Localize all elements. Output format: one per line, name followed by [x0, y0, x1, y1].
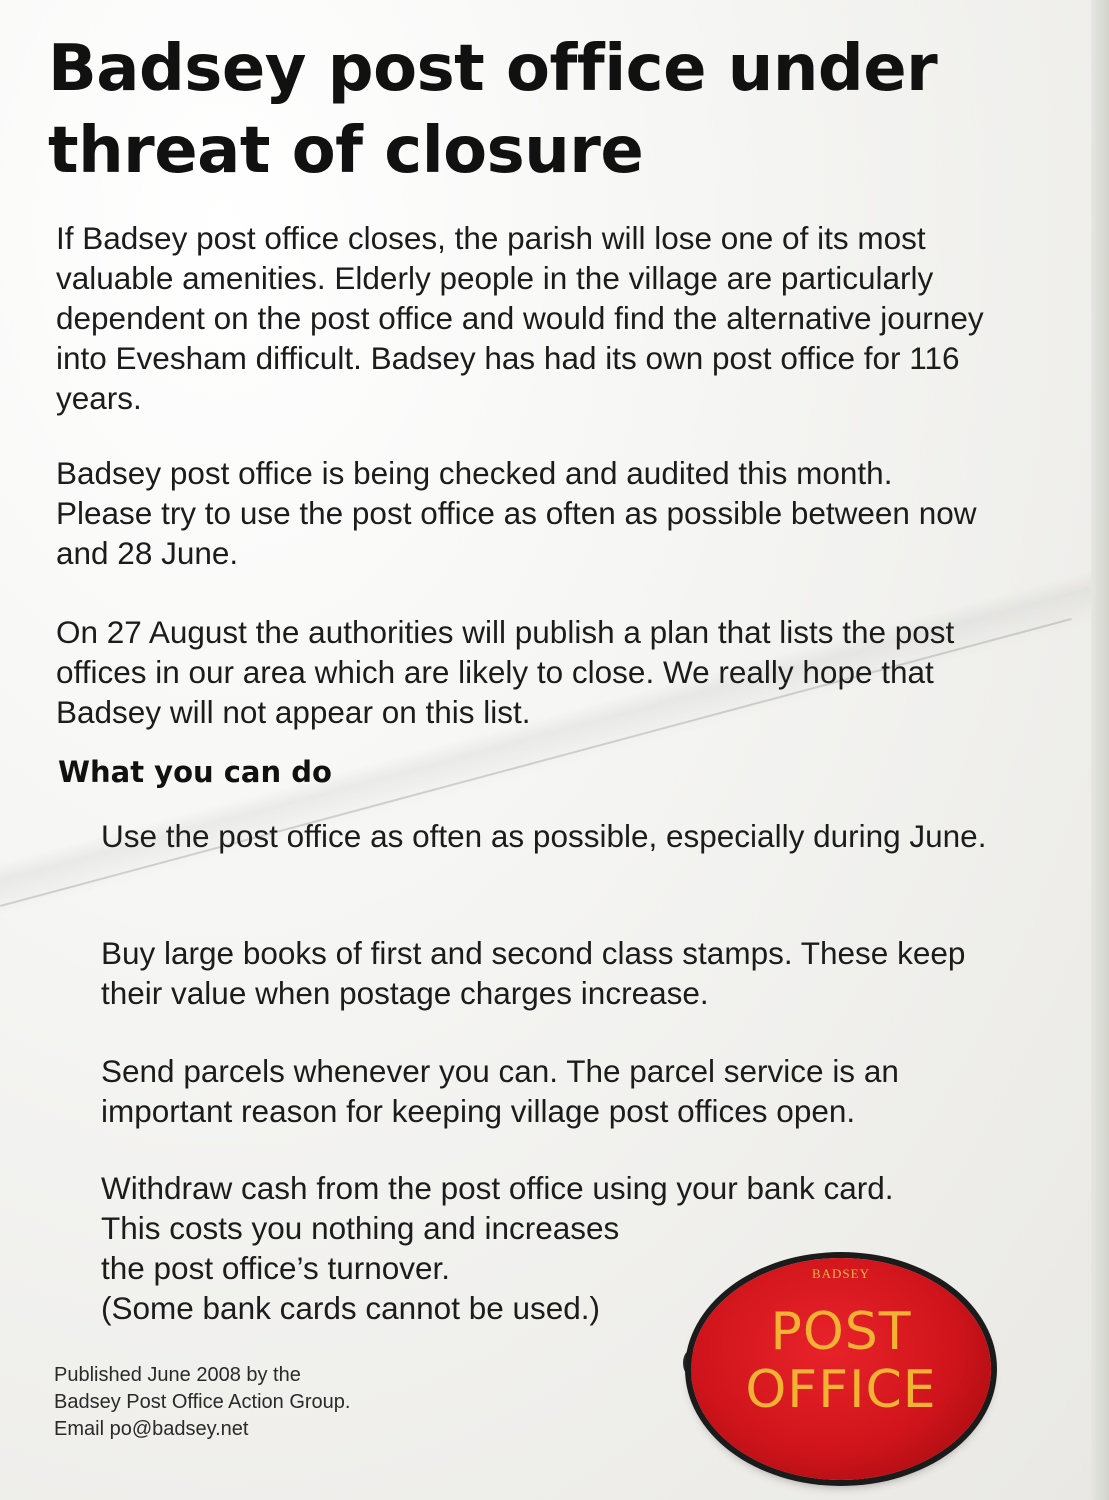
sign-office-text: OFFICE: [745, 1360, 937, 1420]
footer-email-line: Email po@badsey.net: [54, 1418, 249, 1440]
intro-paragraph: If Badsey post office closes, the parish will lose one of its most valuable amenities. Elderly people in the village are particularly dependent on the post office and would find the alternative journey into Evesham difficult. Badsey has had its own post office for 116 years.: [56, 220, 984, 416]
sign-small-text: BADSEY: [811, 1266, 870, 1281]
withdraw-cash-line: (Some bank cards cannot be used.): [101, 1290, 601, 1326]
footer-group-line: Badsey Post Office Action Group.: [54, 1391, 351, 1413]
what-you-can-do-heading: What you can do: [58, 755, 332, 789]
action-item-use-post-office: Use the post office as often as possible, especially during June.: [101, 818, 987, 854]
plan-paragraph: On 27 August the authorities will publish a plan that lists the post offices in our area which are likely to close. We really hope that Badsey will not appear on this list.: [56, 614, 955, 730]
withdraw-cash-line: Withdraw cash from the post office using your bank card.: [101, 1170, 894, 1206]
publisher-footer: [54, 1362, 554, 1443]
sign-post-text: POST: [770, 1302, 912, 1362]
post-office-sign: [683, 1258, 993, 1480]
withdraw-cash-line: the post office’s turnover.: [101, 1250, 451, 1286]
post-office-sign-oval: [691, 1258, 991, 1480]
audit-paragraph: Badsey post office is being checked and audited this month. Please try to use the post office as often as possible between now and 28 June.: [56, 455, 977, 571]
action-item-buy-stamps: Buy large books of first and second class stamps. These keep their value when postage charges increase.: [101, 935, 966, 1011]
withdraw-cash-line: This costs you nothing and increases: [101, 1210, 620, 1246]
paper-edge: [1091, 0, 1109, 1500]
footer-published-line: Published June 2008 by the: [54, 1364, 301, 1386]
leaflet-title: Badsey post office under threat of closure: [48, 32, 938, 188]
action-item-send-parcels: Send parcels whenever you can. The parcel service is an important reason for keeping village post offices open.: [101, 1053, 899, 1129]
